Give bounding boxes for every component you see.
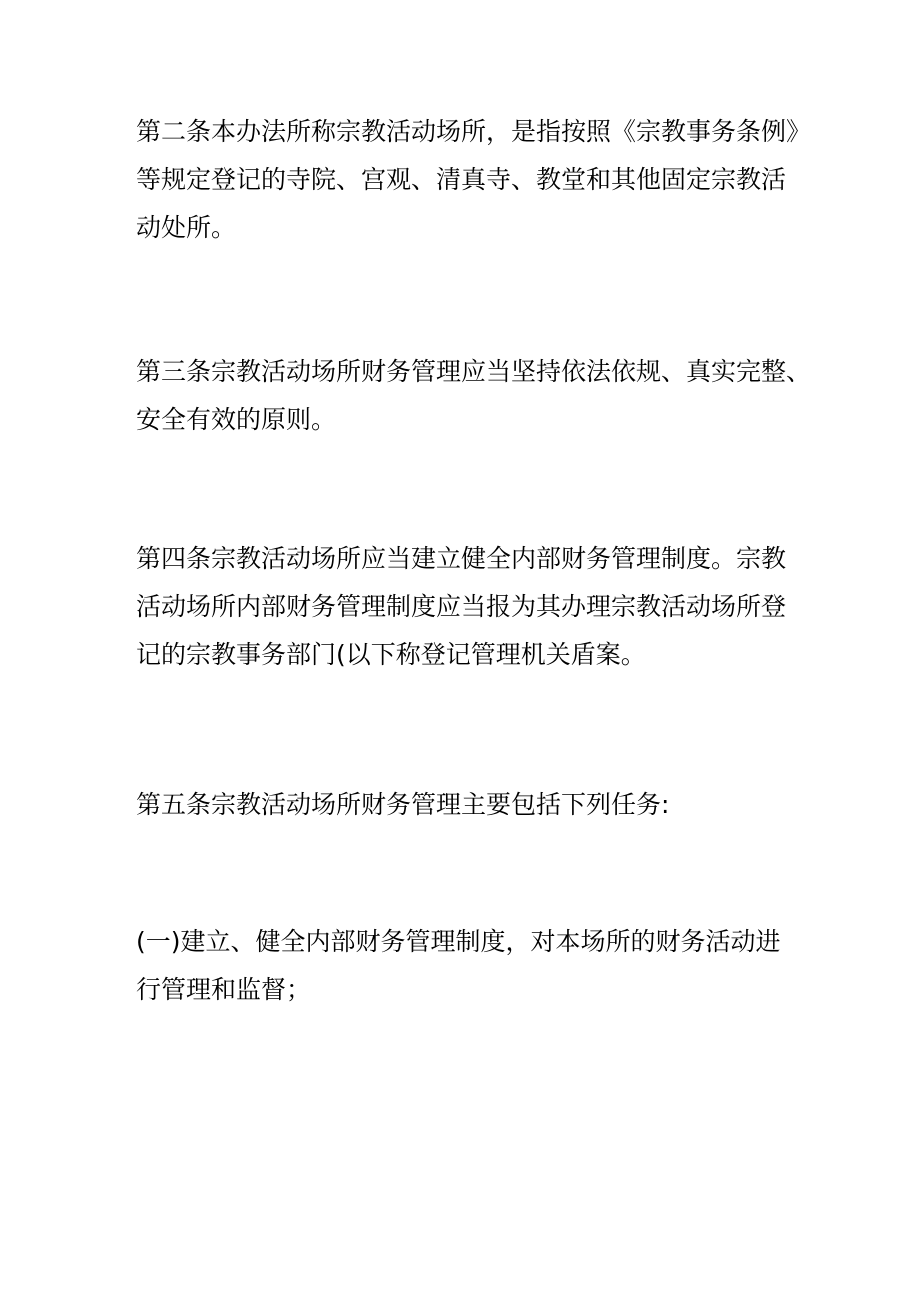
text-line: 动处所。 bbox=[136, 213, 237, 242]
paragraph-article-4 bbox=[136, 535, 836, 679]
paragraph-item-1 bbox=[136, 918, 836, 1014]
text-line: 第三条宗教活动场所财务管理应当坚持依法依规、真实完整、 bbox=[136, 357, 812, 386]
paragraph-article-5 bbox=[136, 781, 836, 829]
paragraph-article-2 bbox=[136, 108, 836, 252]
text-line: 第五条宗教活动场所财务管理主要包括下列任务: bbox=[136, 790, 670, 819]
text-line: 行管理和监督； bbox=[136, 975, 312, 1004]
text-line: 活动场所内部财务管理制度应当报为其办理宗教活动场所登 bbox=[136, 592, 787, 621]
text-line: 第二条本办法所称宗教活动场所，是指按照《宗教事务条例》 bbox=[136, 117, 812, 146]
text-line: (一)建立、健全内部财务管理制度，对本场所的财务活动进 bbox=[136, 927, 781, 956]
text-line: 第四条宗教活动场所应当建立健全内部财务管理制度。宗教 bbox=[136, 544, 787, 573]
paragraph-article-3 bbox=[136, 348, 836, 444]
text-line: 等规定登记的寺院、宫观、清真寺、教堂和其他固定宗教活 bbox=[136, 165, 787, 194]
text-line: 安全有效的原则。 bbox=[136, 405, 337, 434]
text-line: 记的宗教事务部门(以下称登记管理机关盾案。 bbox=[136, 640, 646, 669]
